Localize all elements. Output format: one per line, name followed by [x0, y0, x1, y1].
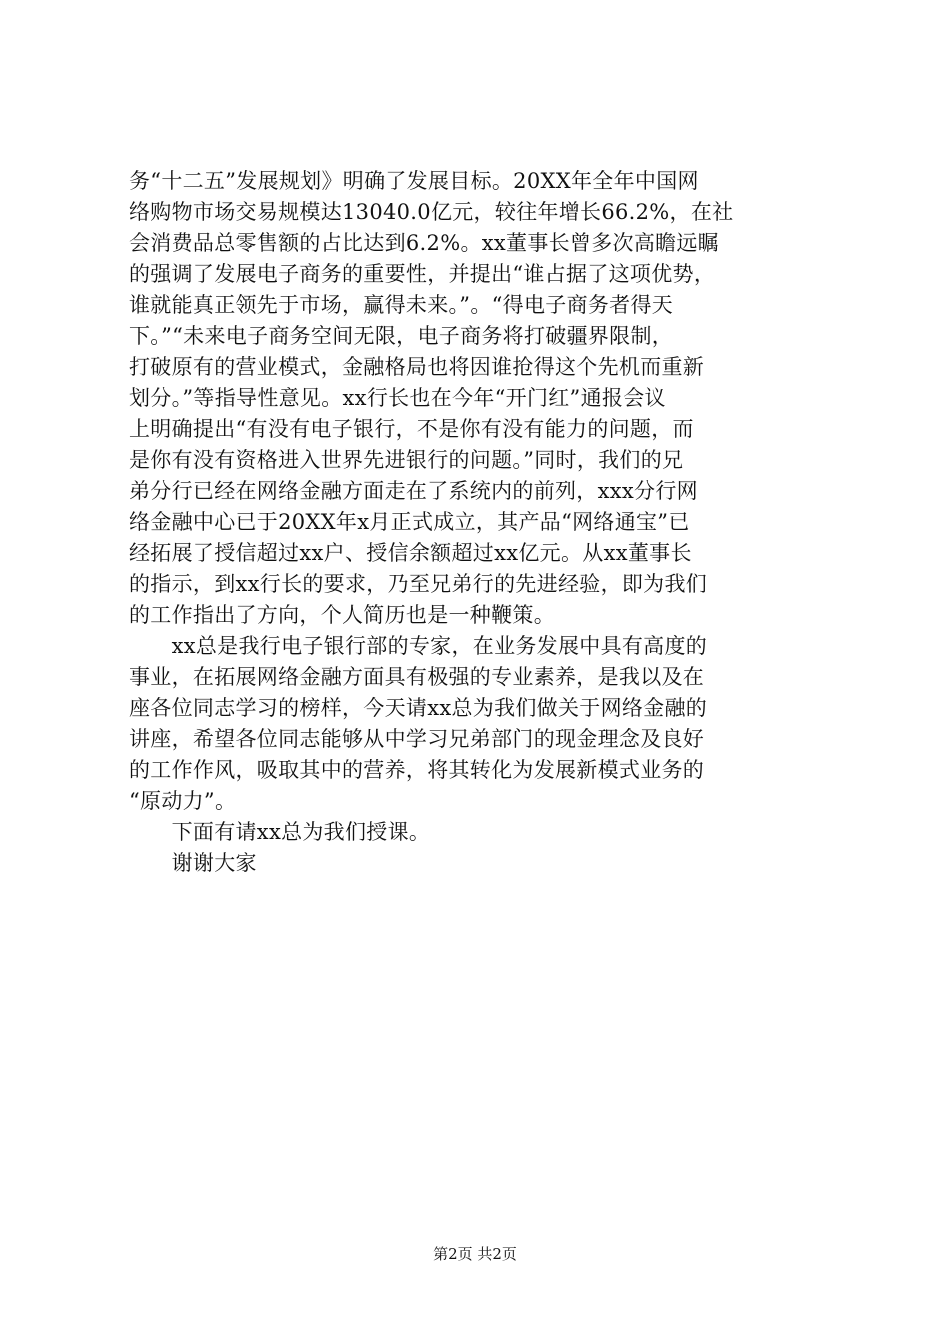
- text-line: 经拓展了授信超过xx户、授信余额超过xx亿元。从xx董事长: [129, 541, 692, 565]
- text-line: 络金融中心已于20XX年x月正式成立，其产品“网络通宝”已: [129, 510, 690, 534]
- text-line: 下面有请xx总为我们授课。: [129, 820, 431, 844]
- text-line: 会消费品总零售额的占比达到6.2%。xx董事长曾多次高瞻远瞩: [129, 231, 720, 255]
- text-line: 谢谢大家: [129, 851, 257, 875]
- text-line: 下。”“未来电子商务空间无限，电子商务将打破疆界限制，: [129, 324, 674, 348]
- text-line: 上明确提出“有没有电子银行，不是你有没有能力的问题，而: [129, 417, 694, 441]
- text-line: 的工作指出了方向，个人简历也是一种鞭策。: [129, 603, 555, 627]
- text-line: 的强调了发展电子商务的重要性，并提出“谁占据了这项优势，: [129, 262, 716, 286]
- text-line: 打破原有的营业模式，金融格局也将因谁抢得这个先机而重新: [129, 355, 705, 379]
- text-line: 谁就能真正领先于市场，赢得未来。”。“得电子商务者得天: [129, 293, 674, 317]
- text-line: 的工作作风，吸取其中的营养，将其转化为发展新模式业务的: [129, 758, 705, 782]
- text-line: 务“十二五”发展规划》明确了发展目标。20XX年全年中国网: [129, 169, 699, 193]
- text-line: 的指示，到xx行长的要求，乃至兄弟行的先进经验，即为我们: [129, 572, 708, 596]
- page-number-footer: 第2页 共2页: [433, 1245, 517, 1263]
- text-line: xx总是我行电子银行部的专家，在业务发展中具有高度的: [129, 634, 708, 658]
- text-line: 讲座，希望各位同志能够从中学习兄弟部门的现金理念及良好: [129, 727, 705, 751]
- document-body: [129, 166, 829, 879]
- text-line: 络购物市场交易规模达13040.0亿元，较往年增长66.2%，在社: [129, 200, 734, 224]
- text-line: 是你有没有资格进入世界先进银行的问题。”同时，我们的兄: [129, 448, 684, 472]
- text-line: 座各位同志学习的榜样，今天请xx总为我们做关于网络金融的: [129, 696, 708, 720]
- text-line: 弟分行已经在网络金融方面走在了系统内的前列，xxx分行网: [129, 479, 698, 503]
- text-line: “原动力”。: [129, 789, 237, 813]
- text-line: 事业，在拓展网络金融方面具有极强的专业素养，是我以及在: [129, 665, 705, 689]
- text-line: 划分。”等指导性意见。xx行长也在今年“开门红”通报会议: [129, 386, 666, 410]
